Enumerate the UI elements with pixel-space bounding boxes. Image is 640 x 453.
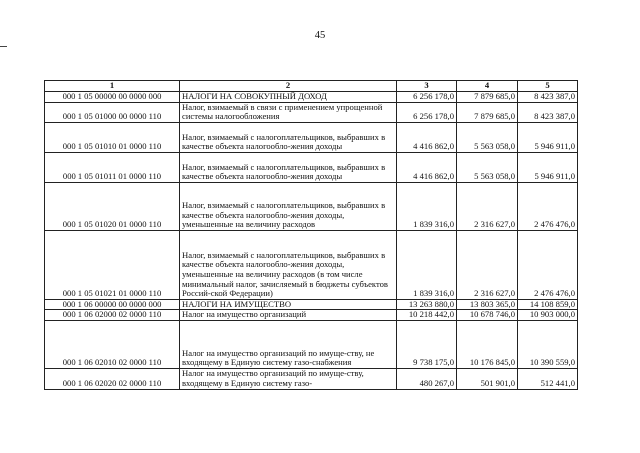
row-value-year-1: 10 218 442,0 — [397, 310, 457, 321]
table-row — [45, 320, 578, 368]
row-value-year-3: 5 946 911,0 — [518, 152, 578, 182]
row-name: Налог, взимаемый с налогоплательщиков, выбравших в качестве объекта налогообло-жения доходы — [180, 122, 397, 152]
row-value-year-2: 10 678 746,0 — [457, 310, 518, 321]
row-name: НАЛОГИ НА СОВОКУПНЫЙ ДОХОД — [180, 92, 397, 103]
row-value-year-3: 10 390 559,0 — [518, 320, 578, 368]
table-row — [45, 368, 578, 389]
row-name: НАЛОГИ НА ИМУЩЕСТВО — [180, 299, 397, 310]
row-name: Налог, взимаемый с налогоплательщиков, выбравших в качестве объекта налогообло-жения доходы, уменьшенные на величину расходов — [180, 182, 397, 230]
row-value-year-1: 9 738 175,0 — [397, 320, 457, 368]
row-code: 000 1 05 01020 01 0000 110 — [45, 182, 180, 230]
row-value-year-1: 480 267,0 — [397, 368, 457, 389]
row-value-year-1: 1 839 316,0 — [397, 230, 457, 299]
row-name-text: Налог на имущество организаций по имуще-ству, входящему в Единую систему газо- — [182, 368, 364, 388]
table-row — [45, 152, 578, 182]
row-code: 000 1 06 02010 02 0000 110 — [45, 320, 180, 368]
column-header-year-1: 3 — [397, 81, 457, 92]
row-value-year-2: 7 879 685,0 — [457, 92, 518, 103]
row-name: Налог на имущество организаций — [180, 310, 397, 321]
row-value-year-3: 10 903 000,0 — [518, 310, 578, 321]
row-name — [180, 368, 397, 389]
row-value-year-2: 7 879 685,0 — [457, 102, 518, 122]
row-code: 000 1 06 00000 00 0000 000 — [45, 299, 180, 310]
table-row — [45, 122, 578, 152]
row-code: 000 1 06 02000 02 0000 110 — [45, 310, 180, 321]
row-value-year-2: 5 563 058,0 — [457, 122, 518, 152]
header-row — [45, 81, 578, 92]
row-value-year-2: 501 901,0 — [457, 368, 518, 389]
row-value-year-2: 2 316 627,0 — [457, 230, 518, 299]
row-value-year-1: 6 256 178,0 — [397, 102, 457, 122]
row-value-year-1: 4 416 862,0 — [397, 122, 457, 152]
row-code: 000 1 05 01010 01 0000 110 — [45, 122, 180, 152]
margin-rule — [0, 46, 7, 47]
page-number: 45 — [314, 30, 326, 41]
row-value-year-2: 2 316 627,0 — [457, 182, 518, 230]
row-name: Налог, взимаемый в связи с применением упрощенной системы налогообложения — [180, 102, 397, 122]
table-row — [45, 92, 578, 103]
row-code: 000 1 05 01000 00 0000 110 — [45, 102, 180, 122]
column-header-name: 2 — [180, 81, 397, 92]
row-value-year-1: 6 256 178,0 — [397, 92, 457, 103]
row-value-year-3: 8 423 387,0 — [518, 92, 578, 103]
table-row — [45, 310, 578, 321]
row-value-year-3: 512 441,0 — [518, 368, 578, 389]
revenue-table — [44, 80, 578, 390]
row-value-year-3: 2 476 476,0 — [518, 182, 578, 230]
column-header-code: 1 — [45, 81, 180, 92]
table-row — [45, 299, 578, 310]
table-row — [45, 102, 578, 122]
row-value-year-3: 5 946 911,0 — [518, 122, 578, 152]
row-value-year-3: 14 108 859,0 — [518, 299, 578, 310]
row-value-year-1: 13 263 880,0 — [397, 299, 457, 310]
row-value-year-3: 2 476 476,0 — [518, 230, 578, 299]
table-row — [45, 182, 578, 230]
column-header-year-3: 5 — [518, 81, 578, 92]
row-code: 000 1 05 01011 01 0000 110 — [45, 152, 180, 182]
row-name: Налог, взимаемый с налогоплательщиков, выбравших в качестве объекта налогообло-жения доходы, уменьшенные на величину расходов (в том числе минимальный налог, зачисляемый в бюджеты субъектов Россий-ской Федерации) — [180, 230, 397, 299]
table-row — [45, 230, 578, 299]
column-header-year-2: 4 — [457, 81, 518, 92]
row-code: 000 1 05 00000 00 0000 000 — [45, 92, 180, 103]
row-value-year-3: 8 423 387,0 — [518, 102, 578, 122]
row-code: 000 1 05 01021 01 0000 110 — [45, 230, 180, 299]
row-value-year-1: 1 839 316,0 — [397, 182, 457, 230]
row-value-year-1: 4 416 862,0 — [397, 152, 457, 182]
row-code: 000 1 06 02020 02 0000 110 — [45, 368, 180, 389]
row-value-year-2: 5 563 058,0 — [457, 152, 518, 182]
row-value-year-2: 13 803 365,0 — [457, 299, 518, 310]
row-name: Налог, взимаемый с налогоплательщиков, выбравших в качестве объекта налогообло-жения доходы — [180, 152, 397, 182]
row-value-year-2: 10 176 845,0 — [457, 320, 518, 368]
row-name: Налог на имущество организаций по имуще-ству, не входящему в Единую систему газо-снабжения — [180, 320, 397, 368]
